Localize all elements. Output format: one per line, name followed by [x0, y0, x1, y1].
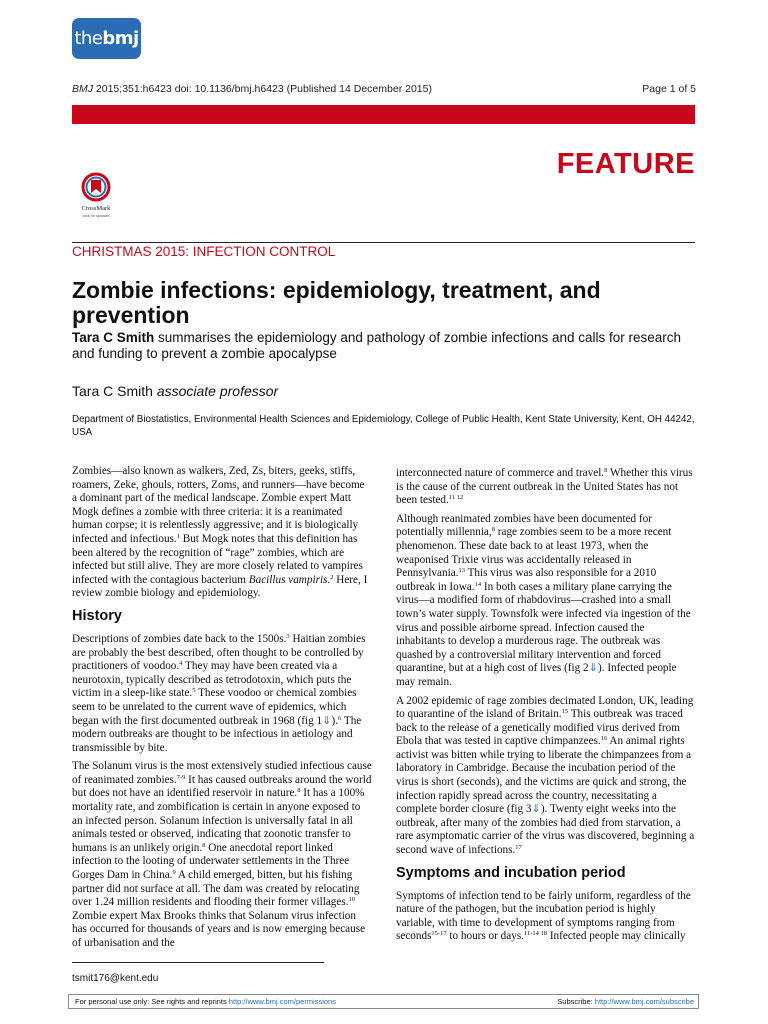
footer-subscribe: Subscribe: http://www.bmj.com/subscribe [557, 997, 694, 1006]
paragraph-intro: Zombies—also known as walkers, Zed, Zs, biters, geeks, stiffs, roamers, Zeke, ghouls, rotters, Zoms, and runners—have become a dominant part of the medical landscape. Zombie expert Matt Mogk defines a zombie with three criteria: it is a reanimated human corpse; it is relentlessly aggressive; and it is biologically infected and infectious.$^1$ But Mogk notes that this definition has been altered by the recognition of “rage” zombies, which are infected but still alive. They are more closely related to vampires infected with the contagious bacterium Bacillus vampiris.$^2$ Here, I review zombie biology and epidemiology. [72, 465, 368, 600]
standfirst [72, 330, 692, 361]
crossmark-sublabel: click for updates [82, 214, 110, 218]
standfirst-text: summarises the epidemiology and pathology of zombie infections and calls for research and funding to prevent a zombie apocalypse [72, 330, 682, 361]
logo-the: the [74, 28, 103, 49]
author-line [72, 383, 278, 399]
section-label: FEATURE [556, 148, 695, 180]
paragraph-history-2: The Solanum virus is the most extensively studied infectious cause of reanimated zombies.$^{7-9}$ It has caused outbreaks around the world but does not have an identified reservoir in nature.$^8$ It has a 100% mortality rate, and zombification is certain in anyone exposed to an infected person. Solanum infection is universally fatal in all animals tested or observed, indicating that zoonotic transfer to humans is an unlikely origin.$^8$ One anecdotal report linked infection to the looting of underwater settlements in the Three Gorges Dam in China.$^9$ A child emerged, bitten, but his fishing partner did not surface at all. The dam was created by relocating over 1.24 million residents and flooding their former villages.$^{10}$ Zombie expert Max Brooks thinks that Solanum virus infection has occurred for thousands of years and is now emerging because of urbanisation and the [72, 760, 372, 949]
body-column-left [72, 465, 372, 956]
citation-text: 2015;351:h6423 doi: 10.1136/bmj.h6423 (Published 14 December 2015) [93, 83, 432, 95]
crossmark-label: CrossMark [81, 205, 111, 212]
paragraph-symptoms-1: Symptoms of infection tend to be fairly uniform, regardless of the nature of the pathogen, but the incubation period is highly variable, with time to development of symptoms ranging from seconds$^{15-17}$ to hours or days.$^{11-14 18}$ Infected people may clinically [396, 889, 691, 943]
figure-2-link[interactable]: ⇓ [588, 662, 598, 675]
footer-rights: For personal use only: See rights and reprints http://www.bmj.com/permissions [75, 997, 336, 1006]
author-name: Tara C Smith [72, 383, 157, 399]
paragraph-history-1: Descriptions of zombies date back to the 1500s.$^3$ Haitian zombies are probably the best described, often thought to be controlled by practitioners of voodoo.$^4$ They may have been created via a neurotoxin, typically described as tetrodotoxin, which puts the victim in a sleep-like state.$^5$ These voodoo or chemical zombies seem to be unrelated to the current wave of epidemics, which began with the first documented outbreak in 1968 (fig 1⇓).$^6$ The modern outbreaks are thought to be infectious in aetiology and transmissible by bite. [72, 632, 366, 754]
author-role: associate professor [156, 383, 279, 399]
crossmark-badge[interactable] [76, 172, 116, 220]
figure-1-link[interactable]: ⇓ [322, 714, 332, 727]
article-kicker: CHRISTMAS 2015: INFECTION CONTROL [72, 244, 336, 259]
author-affiliation: Department of Biostatistics, Environmental Health Sciences and Epidemiology, College of Public Health, Kent State University, Kent, OH 44242, USA [72, 414, 695, 438]
subscribe-link[interactable]: http://www.bmj.com/subscribe [594, 997, 694, 1006]
footnote-rule [72, 962, 324, 963]
figure-3-link[interactable]: ⇓ [531, 803, 541, 816]
header-red-bar [72, 105, 695, 124]
paragraph-history-4: Although reanimated zombies have been documented for potentially millennia,$^8$ rage zombies seem to be a more recent phenomenon. These date back to at least 1973, when the weaponised Trixie virus was accidentally released in Pennsylvania.$^{13}$ This virus was also responsible for a 2010 outbreak in Iowa.$^{14}$ In both cases a military plane carrying the virus—a modified form of rhabdovirus—crashed into a small town’s water supply. Townsfolk were infected via ingestion of the virus and possible airborne spread. Infection caused the inhabitants to develop a murderous rage. The outbreak was quashed by a controversial military intervention and forced quarantine, but at a high cost of lives (fig 2⇓). Infected people may remain. [396, 512, 691, 688]
standfirst-author: Tara C Smith [72, 330, 155, 345]
heading-history: History [72, 607, 122, 624]
article-title: Zombie infections: epidemiology, treatment, and prevention [72, 277, 601, 328]
kicker-rule [72, 242, 695, 243]
journal-name: BMJ [72, 83, 93, 95]
citation-line [72, 83, 432, 95]
author-email[interactable]: tsmit176@kent.edu [72, 973, 159, 984]
body-column-right [396, 467, 696, 949]
page-footer [68, 994, 699, 1009]
crossmark-icon [76, 172, 116, 220]
paragraph-history-5: A 2002 epidemic of rage zombies decimated London, UK, leading to quarantine of the island of Britain.$^{15}$ This outbreak was traced back to the release of a genetically modified virus derived from Ebola that was tested in captive chimpanzees.$^{16}$ An animal rights activist was bitten while trying to liberate the chimpanzees from a laboratory in Cambridge. Because the incubation period of the virus is short (seconds), and the victims are quick and strong, the infection rapidly spread across the country, necessitating a complete border closure (fig 3⇓). Twenty eight weeks into the outbreak, after many of the zombies had died from starvation, a rare asymptomatic carrier of the virus was discovered, beginning a second wave of infections.$^{17}$ [396, 694, 695, 857]
bmj-logo[interactable] [72, 18, 141, 59]
heading-symptoms: Symptoms and incubation period [396, 864, 626, 881]
logo-bmj: bmj [102, 28, 139, 49]
paragraph-history-3: interconnected nature of commerce and travel.$^8$ Whether this virus is the cause of the current outbreak in the United States has not been tested.$^{11 12}$ [396, 467, 693, 507]
permissions-link[interactable]: http://www.bmj.com/permissions [228, 997, 336, 1006]
page-number: Page 1 of 5 [642, 83, 696, 95]
